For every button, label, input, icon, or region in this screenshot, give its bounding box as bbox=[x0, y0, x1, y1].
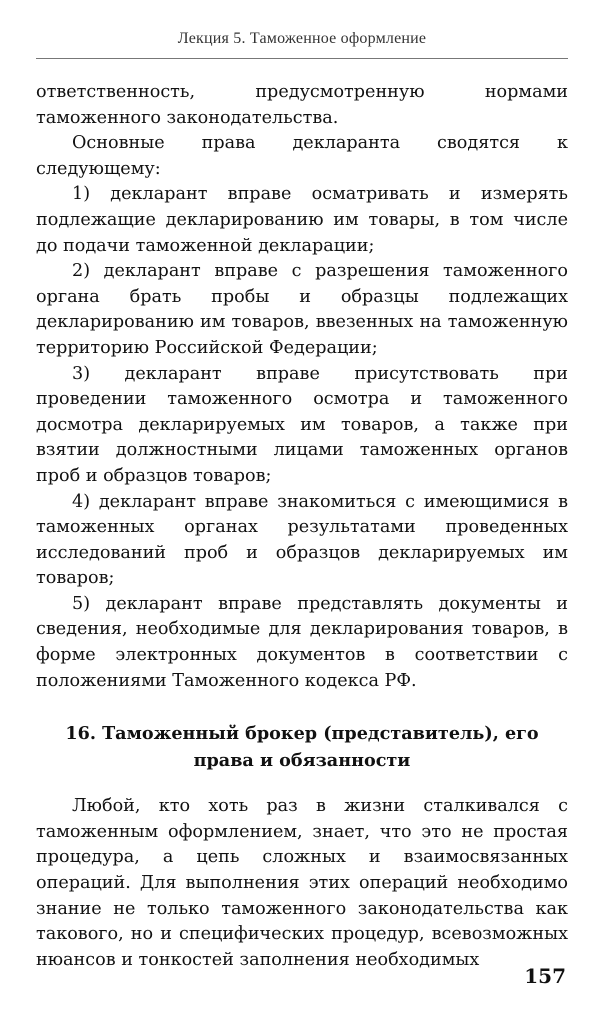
list-item-3: 3) декларант вправе присутствовать при проведении таможенного осмотра и таможенного досмотра декларируемых им товаров, а также при взятии должностными лицами таможенных органов проб и образцов товаров; bbox=[36, 363, 568, 486]
paragraph-continuation: ответственность, предусмотренную нормами таможенного законодательства. bbox=[36, 82, 568, 128]
page-number: 157 bbox=[524, 964, 566, 988]
list-item-1: 1) декларант вправе осматривать и измерять подлежащие декларированию им товары, в том числе до подачи таможенной декларации; bbox=[36, 184, 568, 256]
paragraph-intro: Основные права декларанта сводятся к следующему: bbox=[36, 133, 568, 179]
section-paragraph: Любой, кто хоть раз в жизни сталкивался с таможенным оформлением, знает, что это не простая процедура, а цепь сложных и взаимосвязанных операций. Для выполнения этих операций необходимо знание не только таможенного законодательства как такового, но и специфических процедур, всевозможных нюансов и тонкостей заполнения необходимых bbox=[36, 796, 568, 970]
running-header: Лекция 5. Таможенное оформление bbox=[177, 30, 427, 47]
header-rule bbox=[36, 58, 568, 59]
page-body bbox=[36, 80, 568, 973]
list-item-2: 2) декларант вправе с разрешения таможенного органа брать пробы и образцы подлежащих декларированию им товаров, ввезенных на таможенную территорию Российской Федерации; bbox=[36, 261, 568, 358]
section-title: 16. Таможенный брокер (представитель), его права и обязанности bbox=[65, 723, 539, 772]
list-item-5: 5) декларант вправе представлять документы и сведения, необходимые для декларирования товаров, в форме электронных документов в соответствии с положениями Таможенного кодекса РФ. bbox=[36, 593, 568, 691]
list-item-4: 4) декларант вправе знакомиться с имеющимися в таможенных органах результатами проведенных исследований проб и образцов декларируемых им товаров; bbox=[36, 491, 568, 589]
